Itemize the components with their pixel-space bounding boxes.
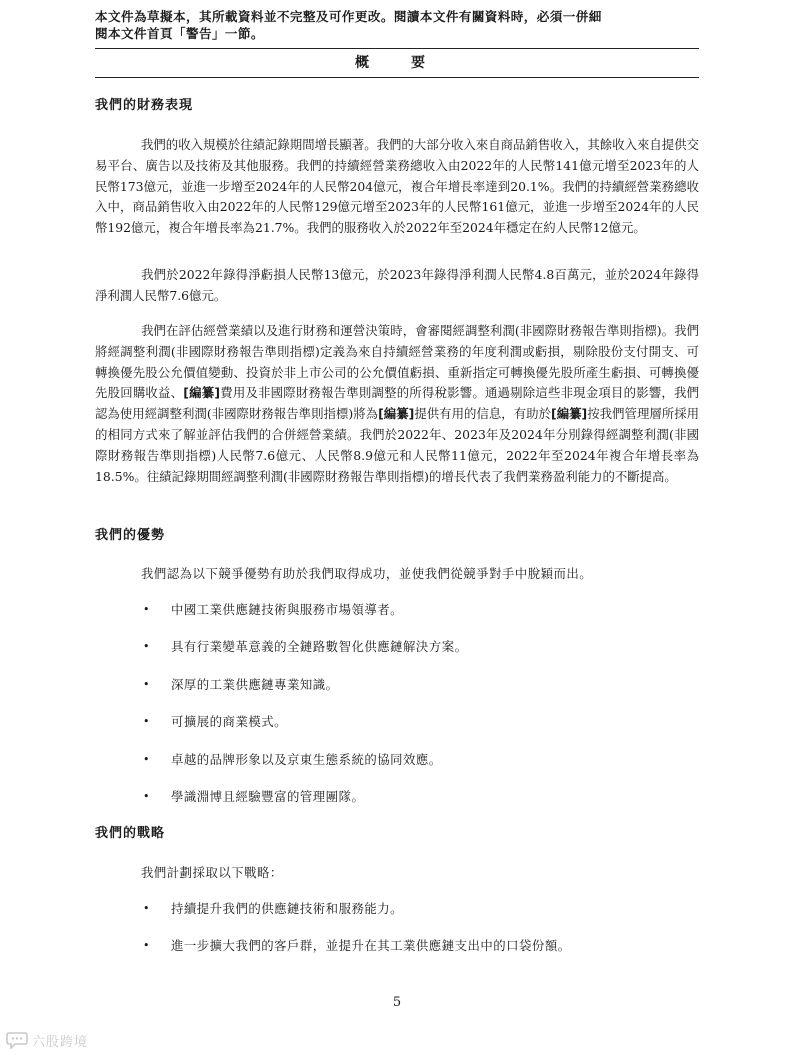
financial-paragraph-2 [95, 265, 699, 307]
redacted-marker: [編纂] [551, 406, 588, 422]
page-number: 5 [392, 995, 402, 1010]
title-top-rule [95, 48, 699, 49]
speech-bubble-icon [6, 1031, 28, 1049]
strategies-heading: 我們的戰略 [95, 826, 166, 841]
bullet-icon: • [143, 939, 150, 952]
bullet-icon: • [143, 678, 150, 691]
watermark [6, 1028, 88, 1052]
section-title: 概 要 [355, 55, 439, 71]
bullet-icon: • [143, 715, 150, 728]
redacted-marker: [編纂] [378, 406, 415, 422]
financial-paragraph-3-text-d: 按我們管理層所採用的相同方式來了解並評估我們的合併經營業績。我們於2022年、2023年及2024年分別錄得經調整利潤(非國際財務報告準則指標)人民幣7.6億元、人民幣8.9億元和人民幣11億元，2022年至2024年複合年增長率為18.5%。往績記錄期間經調整利潤(非國際財務報告準則指標)的增長代表了我們業務盈利能力的不斷提高。 [95, 406, 700, 484]
strategies-intro: 我們計劃採取以下戰略： [141, 865, 283, 880]
financial-paragraph-1-text: 我們的收入規模於往績記錄期間增長顯著。我們的大部分收入來自商品銷售收入，其餘收入來自提供交易平台、廣告以及技術及其他服務。我們的持續經營業務總收入由2022年的人民幣141億元增至2023年的人民幣173億元，並進一步增至2024年的人民幣204億元，複合年增長率達到20.1%。我們的持續經營業務總收入中，商品銷售收入由2022年的人民幣129億元增至2023年的人民幣161億元，並進一步增至2024年的人民幣192億元，複合年增長率為21.7%。我們的服務收入於2022年至2024年穩定在約人民幣12億元。 [95, 137, 699, 236]
financial-paragraph-3-text-a: 我們在評估經營業績以及進行財務和運營決策時，會審閱經調整利潤(非國際財務報告準則指標)。我們將經調整利潤(非國際財務報告準則指標)定義為來自持續經營業務的年度利潤或虧損，剔除股份支付開支、可轉換優先股公允價值變動、投資於非上市公司的公允價值虧損、重新指定可轉換優先股所產生虧損、可轉換優先股回購收益、 [95, 323, 699, 401]
strengths-intro: 我們認為以下競爭優勢有助於我們取得成功，並使我們從競爭對手中脫穎而出。 [141, 566, 593, 581]
draft-warning-line-2: 閱本文件首頁「警告」一節。 [95, 26, 264, 41]
draft-warning [95, 8, 699, 42]
financial-paragraph-3 [95, 321, 699, 487]
bullet-icon: • [143, 753, 150, 766]
draft-warning-line-1: 本文件為草擬本，其所載資料並不完整及可作更改。閱讀本文件有關資料時，必須一併細 [95, 9, 602, 24]
bullet-icon: • [143, 603, 150, 616]
strengths-heading: 我們的優勢 [95, 528, 166, 543]
redacted-marker: [編纂] [183, 385, 221, 401]
title-bottom-rule [95, 77, 699, 78]
financial-heading: 我們的財務表現 [95, 98, 194, 113]
bullet-icon: • [143, 790, 150, 803]
financial-paragraph-2-text: 我們於2022年錄得淨虧損人民幣13億元，於2023年錄得淨利潤人民幣4.8百萬元，並於2024年錄得淨利潤人民幣7.6億元。 [95, 267, 699, 303]
financial-paragraph-1 [95, 135, 699, 239]
bullet-icon: • [143, 902, 150, 915]
financial-paragraph-3-text-c: 提供有用的信息，有助於 [414, 406, 551, 422]
bullet-icon: • [143, 640, 150, 653]
financial-paragraph-3-text-b: 費用及非國際財務報告準則調整的所得稅影響。通過剔除這些非現金項目的影響，我們認為使用經調整利潤(非國際財務報告準則指標)將為 [95, 385, 700, 422]
document-page: 本文件為草擬本，其所載資料並不完整及可作更改。閱讀本文件有關資料時，必須一併細 閱本文件首頁「警告」一節。 概 要 我們的財務表現 我們的收入規模於往績記錄期間增長顯著。我們的大部分收入來自商品銷售收入，其餘收入來自提供交易平台、廣告以及技術及其他服務。我們的持續經營業務總收入由2022年的人民幣141億元增至2023年的人民幣173億元，並進一步增至2024年的人民幣204億元，複合年增長率達到20.1%。我們的持續經營業務總收入中，商品銷售收入由2022年的人民幣129億元增至2023年的人民幣161億元，並進一步增至2024年的人民幣192億元，複合年增長率為21.7%。我們的服務收入於2022年至2024年穩定在約人民幣12億元。 我們於2022年錄得淨虧損人民幣13億元，於2023年錄得淨利潤人民幣4.8百萬元，並於2024年錄得淨利潤人民幣7.6億元。 我們在評估經營業績以及進行財務和運營決策時，會審閱經調整利潤(非國際財務報告準則指標)。我們將經調整利潤(非國際財務報告準則指標)定義為來自持續經營業務的年度利潤或虧損，剔除股份支付開支、可轉換優先股公允價值變動、投資於非上市公司的公允價值虧損、重新指定可轉換優先股所產生虧損、可轉換優先股回購收益、[編纂]費用及非國際財務報告準則調整的所得稅影響。通過剔除這些非現金項目的影響，我們認為使用經調整利潤(非國際財務報告準則指標)將為[編纂]提供有用的信息，有助於[編纂]按我們管理層所採用的相同方式來了解並評估我們的合併經營業績。我們於2022年、2023年及2024年分別錄得經調整利潤(非國際財務報告準則指標)人民幣7.6億元、人民幣8.9億元和人民幣11億元，2022年至2024年複合年增長率為18.5%。往績記錄期間經調整利潤(非國際財務報告準則指標)的增長代表了我們業務盈利能力的不斷提高。 我們的優勢 我們認為以下競爭優勢有助於我們取得成功，並使我們從競爭對手中脫穎而出。 • 中國工業供應鏈技術與服務市場領導者。 • 具有行業變革意義的全鏈路數智化供應鏈解決方案。 • 深厚的工業供應鏈專業知識。 • 可擴展的商業模式。 • 卓越的品牌形象以及京東生態系統的協同效應。 • 學識淵博且經驗豐富的管理團隊。 我們的戰略 我們計劃採取以下戰略： • 持續提升我們的供應鏈技術和服務能力。 • 進一步擴大我們的客戶群，並提升在其工業供應鏈支出中的口袋份額。 5 [95, 9, 700, 1010]
watermark-text: 六股跨境 [32, 1034, 89, 1050]
